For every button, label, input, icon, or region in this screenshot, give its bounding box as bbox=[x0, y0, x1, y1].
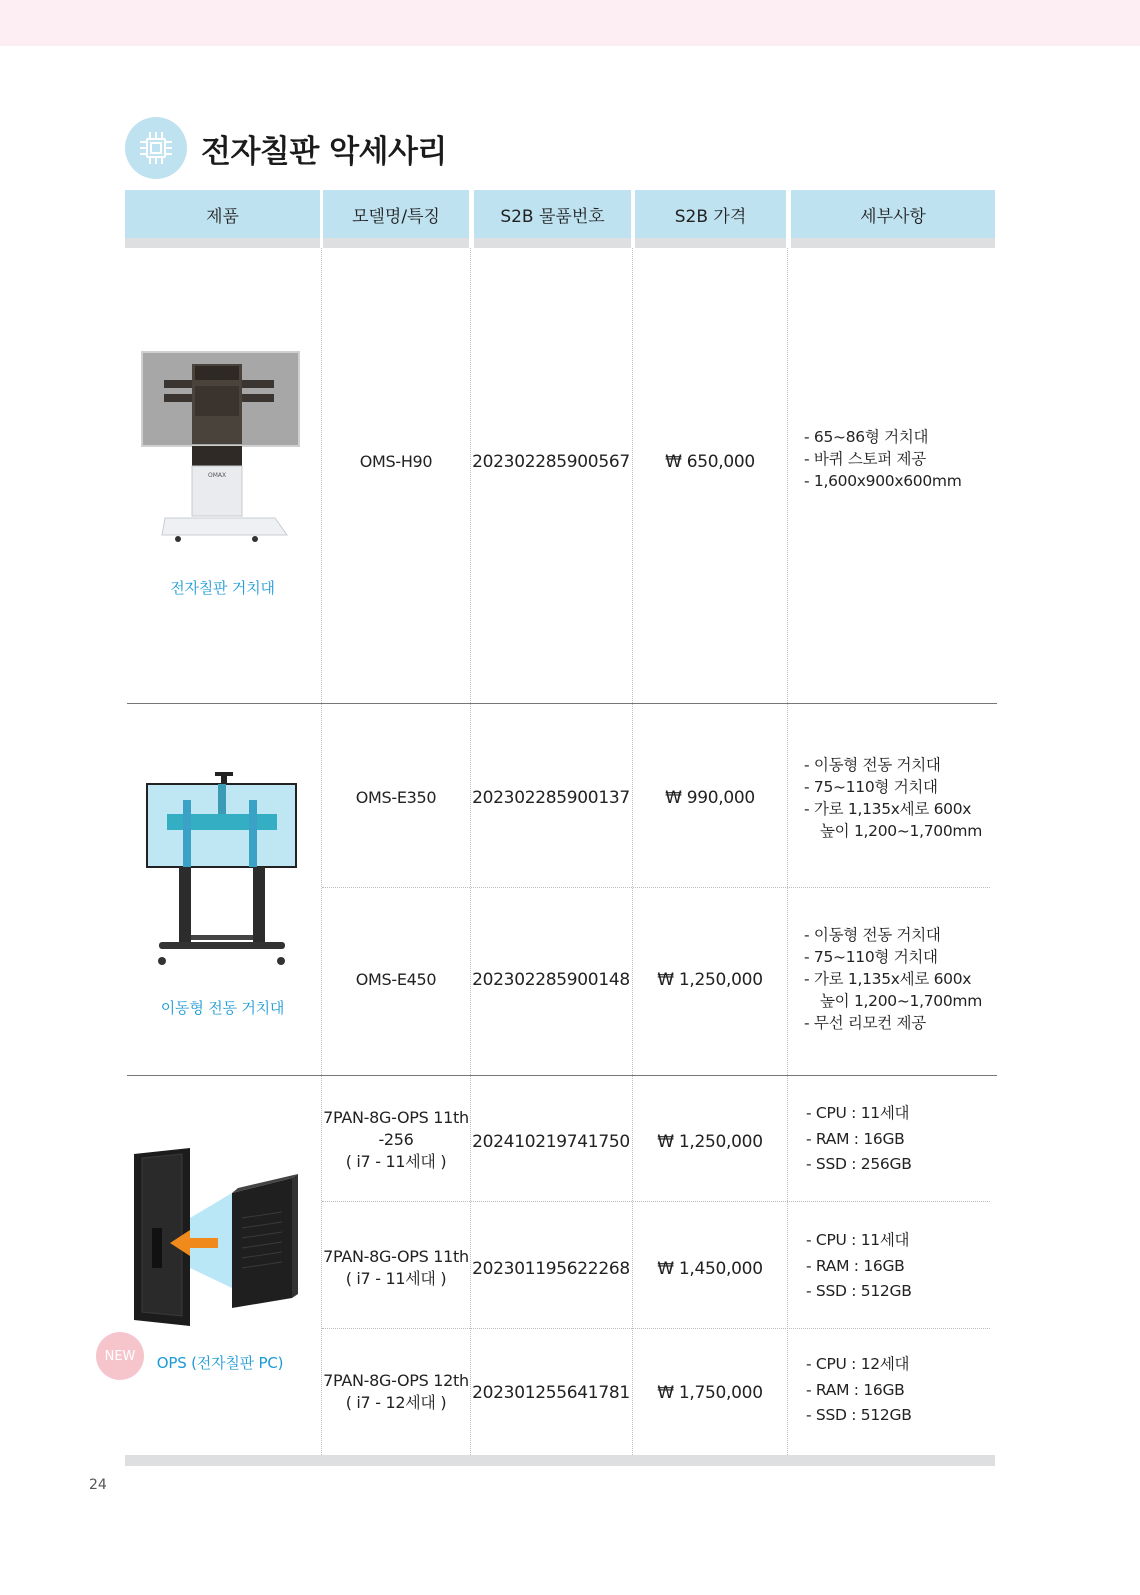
model-line: 7PAN-8G-OPS 11th bbox=[323, 1247, 469, 1266]
header-underbar bbox=[791, 238, 995, 248]
model-line: 7PAN-8G-OPS 11th bbox=[323, 1108, 469, 1127]
detail-line: - CPU : 11세대 bbox=[806, 1104, 910, 1122]
detail-line: - 무선 리모컨 제공 bbox=[804, 1014, 926, 1032]
header-underbar bbox=[323, 238, 469, 248]
detail-line: - 75~110형 거치대 bbox=[804, 778, 938, 796]
model-name bbox=[323, 1369, 469, 1415]
price: ₩ 650,000 bbox=[665, 452, 755, 472]
header-model: 모델명/특징 bbox=[323, 190, 469, 238]
model-line: -256 bbox=[378, 1130, 414, 1149]
model-name: OMS-E350 bbox=[355, 788, 437, 807]
price: ₩ 1,450,000 bbox=[657, 1259, 763, 1279]
row-divider bbox=[322, 1328, 990, 1329]
row-divider bbox=[322, 1201, 990, 1202]
details-list bbox=[806, 1228, 912, 1305]
model-line: ( i7 - 12세대 ) bbox=[345, 1393, 447, 1412]
header-sku: S2B 물품번호 bbox=[474, 190, 631, 238]
top-decorative-band bbox=[0, 0, 1140, 46]
price: ₩ 990,000 bbox=[665, 788, 755, 808]
model-name bbox=[323, 1245, 469, 1291]
detail-line: - SSD : 256GB bbox=[806, 1155, 912, 1173]
group-divider bbox=[127, 703, 997, 704]
header-underbar bbox=[474, 238, 631, 248]
detail-line: - CPU : 11세대 bbox=[806, 1231, 910, 1249]
chip-icon bbox=[125, 117, 187, 179]
detail-line: - 1,600x900x600mm bbox=[804, 472, 962, 490]
ops-pc-image bbox=[132, 1148, 302, 1326]
detail-line: - CPU : 12세대 bbox=[806, 1355, 910, 1373]
column-divider bbox=[632, 248, 633, 1455]
detail-line: 높이 1,200~1,700mm bbox=[820, 992, 983, 1010]
product-label: 전자칠판 거치대 bbox=[170, 579, 275, 597]
group-divider bbox=[127, 1075, 997, 1076]
detail-line: - RAM : 16GB bbox=[806, 1380, 905, 1399]
column-divider bbox=[470, 248, 471, 1455]
price: ₩ 1,250,000 bbox=[657, 1132, 763, 1152]
page-number: 24 bbox=[89, 1477, 107, 1493]
detail-line: - RAM : 16GB bbox=[806, 1256, 905, 1275]
detail-line: - 65~86형 거치대 bbox=[804, 428, 929, 446]
header-details: 세부사항 bbox=[791, 190, 995, 238]
detail-line: - SSD : 512GB bbox=[806, 1406, 912, 1424]
detail-line: - 75~110형 거치대 bbox=[804, 948, 938, 966]
detail-line: - RAM : 16GB bbox=[806, 1129, 905, 1148]
detail-line: - 가로 1,135x세로 600x bbox=[804, 800, 972, 818]
column-divider bbox=[787, 248, 788, 1455]
s2b-number: 202410219741750 bbox=[472, 1132, 630, 1152]
detail-line: - SSD : 512GB bbox=[806, 1282, 912, 1300]
svg-text:OMAX: OMAX bbox=[208, 472, 227, 479]
header-underbar bbox=[635, 238, 786, 248]
s2b-number: 202302285900148 bbox=[472, 970, 630, 990]
s2b-number: 202301255641781 bbox=[472, 1383, 630, 1403]
mobile-motorized-stand-image bbox=[145, 770, 300, 968]
page-title-block bbox=[125, 118, 447, 178]
model-name: OMS-H90 bbox=[359, 452, 433, 471]
header-product: 제품 bbox=[125, 190, 320, 238]
row-divider bbox=[322, 887, 990, 888]
model-name: OMS-E450 bbox=[355, 970, 437, 989]
details-list bbox=[804, 754, 982, 842]
price: ₩ 1,250,000 bbox=[657, 970, 763, 990]
whiteboard-stand-image bbox=[140, 350, 305, 545]
price: ₩ 1,750,000 bbox=[657, 1383, 763, 1403]
s2b-number: 202301195622268 bbox=[472, 1259, 630, 1279]
model-line: 7PAN-8G-OPS 12th bbox=[323, 1371, 469, 1390]
product-label: OPS (전자칠판 PC) bbox=[156, 1354, 284, 1372]
header-price: S2B 가격 bbox=[635, 190, 786, 238]
product-label: 이동형 전동 거치대 bbox=[160, 999, 285, 1017]
column-divider bbox=[321, 248, 322, 1455]
model-name bbox=[323, 1106, 469, 1174]
header-underbar bbox=[125, 238, 320, 248]
detail-line: - 이동형 전동 거치대 bbox=[804, 756, 941, 774]
table-footer-bar bbox=[125, 1455, 995, 1466]
detail-line: 높이 1,200~1,700mm bbox=[820, 822, 983, 840]
details-list bbox=[806, 1352, 912, 1429]
detail-line: - 가로 1,135x세로 600x bbox=[804, 970, 972, 988]
model-line: ( i7 - 11세대 ) bbox=[345, 1269, 447, 1288]
page-title: 전자칠판 악세사리 bbox=[201, 133, 447, 170]
model-line: ( i7 - 11세대 ) bbox=[345, 1152, 447, 1171]
new-badge: NEW bbox=[96, 1332, 144, 1380]
s2b-number: 202302285900567 bbox=[472, 452, 630, 472]
details-list bbox=[804, 426, 962, 492]
s2b-number: 202302285900137 bbox=[472, 788, 630, 808]
detail-line: - 이동형 전동 거치대 bbox=[804, 926, 941, 944]
details-list bbox=[806, 1101, 912, 1178]
details-list bbox=[804, 924, 982, 1034]
detail-line: - 바퀴 스토퍼 제공 bbox=[804, 450, 926, 468]
